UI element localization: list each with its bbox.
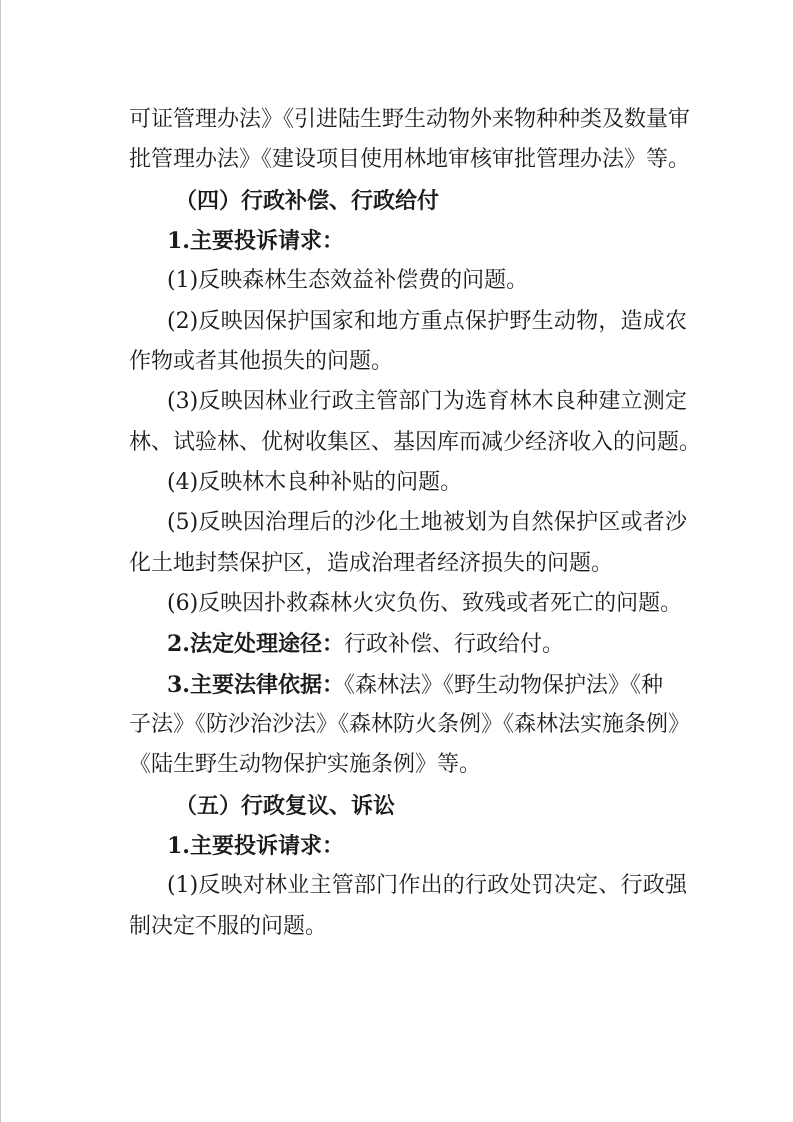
subsection-text: 行政补偿、行政给付。 [343,632,564,657]
text-line: 批管理办法》《建设项目使用林地审核审批管理办法》等。 [129,147,691,172]
list-item: (5)反映因治理后的沙化土地被划为自然保护区或者沙 [167,510,687,535]
list-item: (2)反映因保护国家和地方重点保护野生动物，造成农 [167,309,687,334]
subsection-line [167,629,564,659]
subsection-text: 《森林法》《野生动物保护法》《种 [343,673,663,698]
subsection-heading: 1.主要投诉请求： [167,833,344,859]
text-line: 可证管理办法》《引进陆生野生动物外来物种种类及数量审 [129,107,691,132]
text-line: 林、试验林、优树收集区、基因库而减少经济收入的问题。 [129,430,702,455]
list-item: (4)反映林木良种补贴的问题。 [167,470,463,495]
section-heading: （五）行政复议、诉讼 [175,793,396,819]
subsection-line [167,670,663,700]
text-line: 子法》《防沙治沙法》《森林防火条例》《森林法实施条例》 [129,712,691,737]
list-item: (1)反映森林生态效益补偿费的问题。 [167,268,529,293]
text-line: 作物或者其他损失的问题。 [129,349,394,374]
text-line: 制决定不服的问题。 [129,914,328,939]
text-line: 化土地封禁保护区，造成治理者经济损失的问题。 [129,551,614,576]
text-line: 《陆生野生动物保护实施条例》等。 [129,752,482,777]
list-item: (1)反映对林业主管部门作出的行政处罚决定、行政强 [167,873,687,898]
subsection-heading: 1.主要投诉请求： [167,228,344,254]
list-item: (6)反映因扑救森林火灾负伤、致残或者死亡的问题。 [167,591,683,616]
subsection-heading: 3.主要法律依据： [167,672,344,698]
section-heading: （四）行政补偿、行政给付 [175,188,440,214]
list-item: (3)反映因林业行政主管部门为选育林木良种建立测定 [167,389,687,414]
subsection-heading: 2.法定处理途径： [167,631,344,657]
